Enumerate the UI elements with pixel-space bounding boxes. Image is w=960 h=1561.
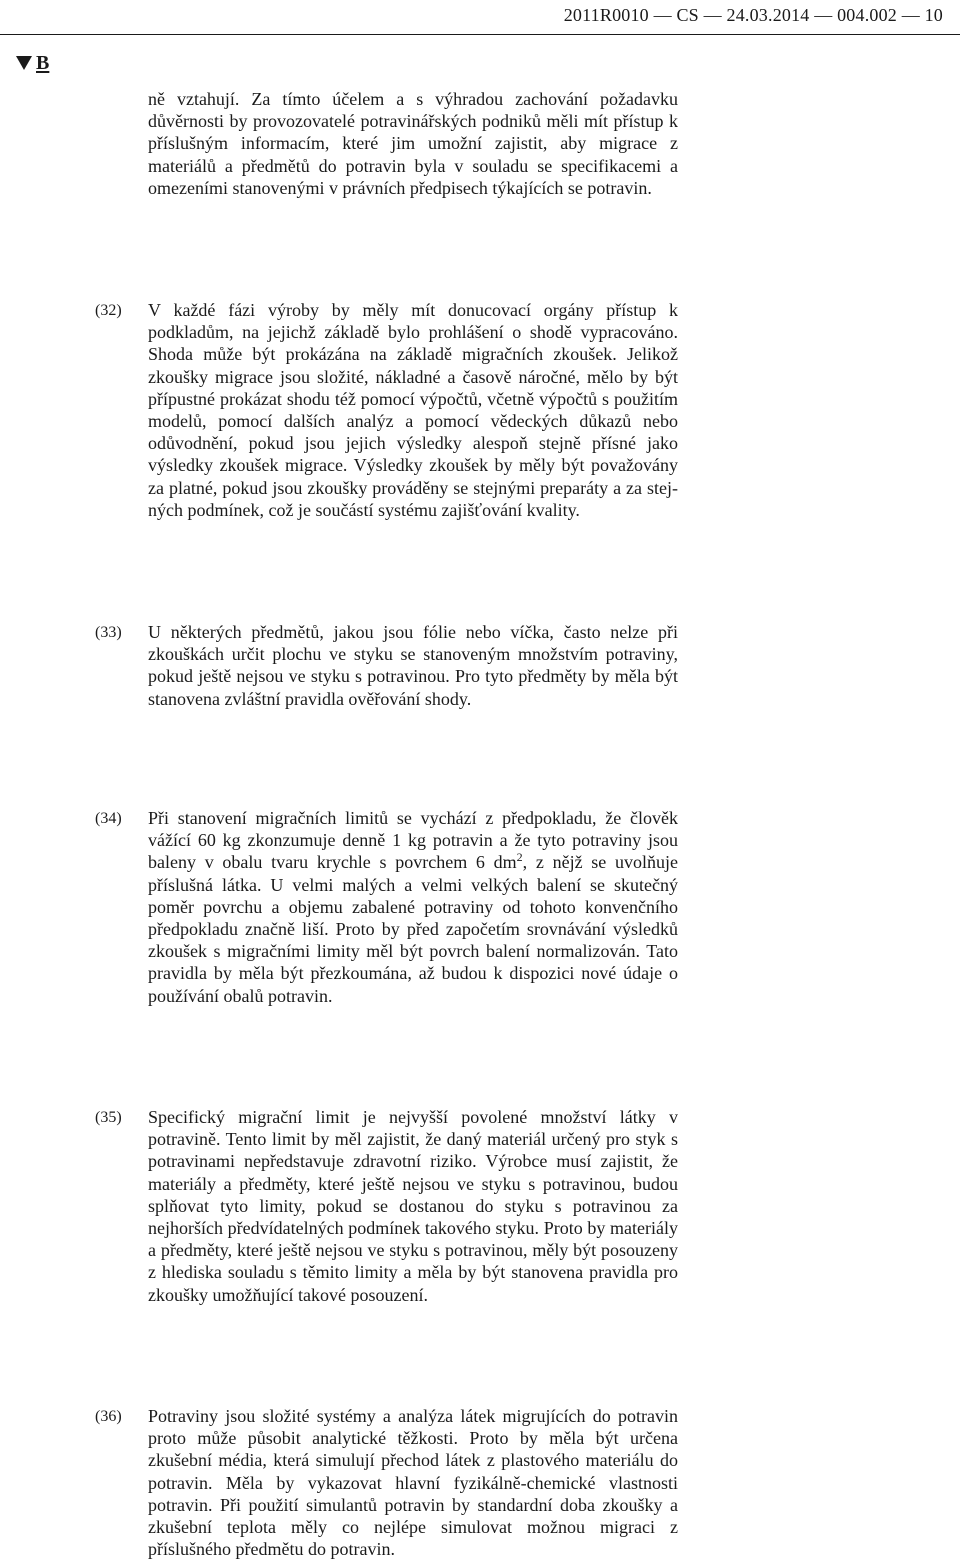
recital-text: , z nějž se uvolňuje příslušná látka. U velmi malých a velmi velkých balení se skutečný poměr povrchu a objemu zabalené potraviny od tohoto konvenčního předpokladu značně liší. Proto by před započetím srovnávání výsledků zkoušek s migračními limity měl být povrch balení normalizován. Tato pravidla by měla být přezkoumána, až budou k dispozici nové údaje o používání obalů potravin. — [148, 852, 678, 1006]
recital-number: (34) — [95, 810, 122, 827]
recital-33 — [148, 621, 678, 710]
recital-text: ně vztahují. Za tímto účelem a s výhradou zachování požadavku důvěrnosti by provozovatelé potravinářských podniků měli mít přístup k příslušným informacím, které jim umožní zajistit, aby migrace z materiálů a předmětů do potravin byla v souladu se specifikacemi a omezeními stanovenými v právních předpisech týkajících se potravin. — [148, 89, 678, 198]
recital-text: V každé fázi výroby by měly mít donucovací orgány přístup k podkladům, na jejichž základě bylo prohlášení o shodě vypracováno. Shoda může být prokázána na základě migračních zkoušek. Jelikož zkoušky migrace jsou složité, nákladné a časově náročné, mělo by být přípustné prokázat shodu též pomocí výpočtů, včetně výpočtů s použitím modelů, pomocí dalších analýz a pomocí vědeckých důkazů nebo odůvodnění, pokud jsou jejich výsledky alespoň stejně přísné jako výsledky zkoušek migrace. Výsledky zkoušek by měly být považovány za platné, pokud jsou zkoušky prováděny se stejnými preparáty a za stejných podmínek, což je součástí systému zajišťování kvality. — [148, 300, 678, 520]
triangle-down-icon — [16, 56, 32, 70]
recital-text: Při stanovení migračních limitů se vychází z předpokladu, že člověk vážící 60 kg zkonzumuje denně 1 kg potravin a že tyto potraviny jsou baleny v obalu tvaru krychle s povrchem 6 dm — [148, 808, 678, 873]
document-reference: 2011R0010 — CS — 24.03.2014 — 004.002 — 10 — [563, 5, 943, 25]
recital-number: (35) — [95, 1109, 122, 1126]
recital-number: (36) — [95, 1408, 122, 1425]
page-header — [0, 0, 960, 40]
recital-36 — [148, 1405, 678, 1560]
header-divider — [0, 34, 960, 35]
recital-text: U některých předmětů, jakou jsou fólie nebo víčka, často nelze při zkouškách určit plochu ve styku se stanoveným množstvím potraviny, pokud ještě nejsou ve styku s potravinou. Pro tyto předměty by měla být stanovena zvláštní pravidla ověřování shody. — [148, 622, 678, 709]
amendment-marker — [16, 52, 49, 75]
superscript: 2 — [516, 850, 523, 865]
recital-text: Specifický migrační limit je nejvyšší povolené množství látky v potravině. Tento limit by měl zajistit, že daný materiál určený pro styk s potravinami nepředstavuje zdravotní riziko. Výrobce musí zajistit, že materiály a předměty, které ještě nejsou ve styku s potravinou, budou splňovat tyto limity, pokud se dostanou do styku s potravinou za nejhorších předvídatelných podmínek takového styku. Proto by materiály a předměty, které ještě nejsou ve styku s potravinou, měly být posouzeny z hlediska souladu s těmito limity a měla by být stanovena pravidla pro zkoušky umožňující takové posouzení. — [148, 1107, 678, 1305]
recital-32 — [148, 299, 678, 521]
recital-number: (33) — [95, 624, 122, 641]
amendment-marker-label: B — [36, 52, 50, 74]
recital-34 — [148, 807, 678, 1007]
recital-number: (32) — [95, 302, 122, 319]
recital-continuation — [148, 88, 678, 199]
recital-35 — [148, 1106, 678, 1306]
recital-text: Potraviny jsou složité systémy a analýza látek migrujících do potravin proto může působit analytické těžkosti. Proto by měla být určena zkušební média, která simulují přechod látek z plastového materiálu do potravin. Měla by vykazovat hlavní fyzikálně-chemické vlastnosti potravin. Při použití simulantů potravin by standardní doba zkoušky a zkušební teplota měly co nejlépe simulovat možnou migraci z příslušného předmětu do potravin. — [148, 1406, 678, 1560]
